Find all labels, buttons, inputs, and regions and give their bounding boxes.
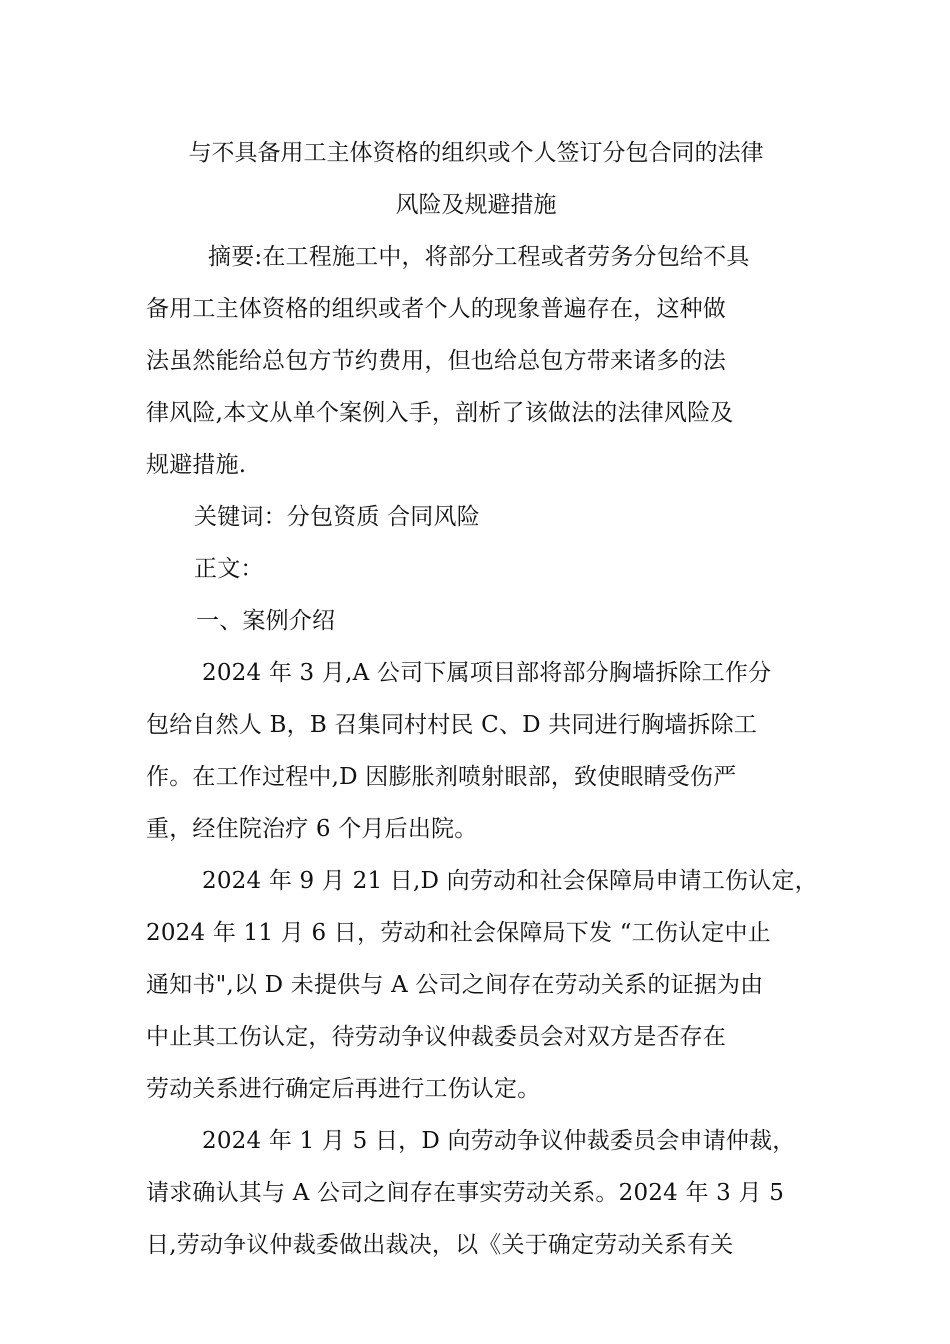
paragraph-line: 重，经住院治疗 6 个月后出院。 <box>146 816 478 842</box>
section-heading: 一、案例介绍 <box>196 608 336 634</box>
paragraph-line: 请求确认其与 A 公司之间存在事实劳动关系。2024 年 3 月 5 <box>146 1180 785 1206</box>
abstract-line: 规避措施. <box>146 452 247 478</box>
paragraph-line: 2024 年 1 月 5 日，D 向劳动争议仲裁委员会申请仲裁， <box>202 1128 796 1154</box>
abstract-line: 律风险,本文从单个案例入手，剖析了该做法的法律风险及 <box>146 400 734 426</box>
body-label: 正文： <box>194 556 264 582</box>
abstract-line: 法虽然能给总包方节约费用，但也给总包方带来诸多的法 <box>146 348 726 374</box>
abstract-line: 备用工主体资格的组织或者个人的现象普遍存在，这种做 <box>146 296 726 322</box>
paragraph-line: 2024 年 3 月,A 公司下属项目部将部分胸墙拆除工作分 <box>202 660 772 686</box>
paragraph <box>146 855 818 1115</box>
paragraph-line: 中止其工伤认定，待劳动争议仲裁委员会对双方是否存在 <box>146 1024 726 1050</box>
paragraph-line: 包给自然人 B，B 召集同村村民 C、D 共同进行胸墙拆除工 <box>146 712 758 738</box>
paragraph-line: 通知书",以 D 未提供与 A 公司之间存在劳动关系的证据为由 <box>146 972 764 998</box>
paragraph-line: 日,劳动争议仲裁委做出裁决，以《关于确定劳动关系有关 <box>146 1232 734 1258</box>
paragraph <box>146 1115 806 1271</box>
abstract <box>146 231 806 491</box>
keywords: 关键词：分包资质 合同风险 <box>194 504 480 530</box>
title-line: 风险及规避措施 <box>395 192 557 218</box>
document-title <box>146 127 806 231</box>
paragraph-line: 2024 年 9 月 21 日,D 向劳动和社会保障局申请工伤认定， <box>202 868 818 894</box>
document-body <box>146 127 818 1271</box>
abstract-line: 摘要:在工程施工中，将部分工程或者劳务分包给不具 <box>208 244 750 270</box>
title-line: 与不具备用工主体资格的组织或个人签订分包合同的法律 <box>188 140 764 166</box>
paragraph-line: 2024 年 11 月 6 日，劳动和社会保障局下发 “工伤认定中止 <box>146 920 771 946</box>
paragraph-line: 作。在工作过程中,D 因膨胀剂喷射眼部，致使眼睛受伤严 <box>146 764 737 790</box>
paragraph <box>146 647 806 855</box>
paragraph-line: 劳动关系进行确定后再进行工伤认定。 <box>146 1076 541 1102</box>
